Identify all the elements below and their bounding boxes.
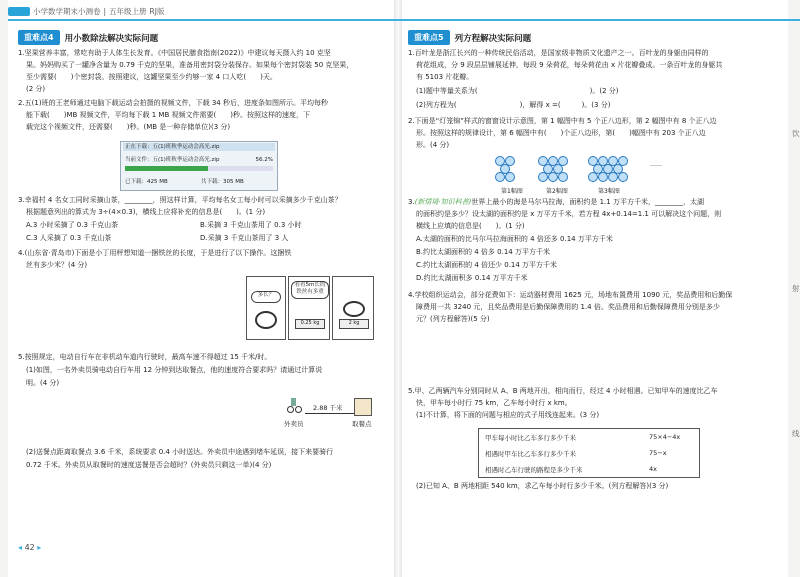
r-q1-line4: (1)题中等量关系为( )。(2 分): [416, 87, 619, 95]
comic-panel-3: [332, 276, 374, 340]
r-q2-line2: 形。按照这样的规律设计，第 6 幅图中有( )个正八边形，第( )幅图中有 203 个正八边: [416, 129, 706, 137]
download-percent: 56.2%: [255, 157, 273, 163]
expression-cell: 75−x: [649, 449, 667, 457]
q4-line1: 4.(山东省·青岛市)下面是小丁用秤想知道一捆铁丝的长度，于是进行了以下操作。这捆铁: [18, 249, 292, 257]
prev-arrow-icon: ◂: [18, 543, 23, 552]
grade-label: 五年级上册: [109, 7, 147, 16]
expression-cell: 75×4−4x: [649, 433, 681, 441]
rider-label: 外卖员: [284, 420, 304, 428]
r-q4-line3: 元？(列方程解答)(5 分): [416, 315, 490, 323]
q3-option-d: D.采摘 3 千克山茶用了 3 人: [200, 234, 289, 242]
q5-line2: (1)如图，一名外卖员骑电动自行车用 12 分钟到达取餐点，他的速度符合要求吗？请通过计算说: [26, 366, 323, 374]
margin-char-1: 饮: [792, 129, 800, 138]
comic-bubble-2: 看看5m长的铁丝有多重: [291, 281, 329, 299]
q1-line1: 1.坚果营养丰富，常吃有助于人体生长发育。《中国居民膳食指南(2022)》中建议每天摄入约 10 克坚: [18, 49, 331, 57]
r-q3-option-d: D.约比太湖面积多 0.14 万平方千米: [416, 274, 528, 282]
q5-line1: 5.按照规定，电动自行车在非机动车道内行驶时，最高车速不得超过 15 千米/时。: [18, 353, 272, 361]
wire-coil-icon: [343, 301, 365, 317]
downloaded-amount: 已下载：425 MB: [125, 179, 168, 185]
r-q5-line2: 快，甲车每小时行 75 km，乙车每小时行 x km。: [416, 399, 572, 407]
scooter-rider-icon: [285, 398, 301, 412]
comic-panel-1: [246, 276, 286, 340]
ellipsis: ……: [650, 161, 662, 168]
r-q4-line2: 障费用一共 3240 元，且奖品费用是后勤保障费用的 1.4 倍。奖品费用和后勤保障费用分别是多少: [416, 303, 720, 311]
series-title: 小学数学期末小测卷: [33, 7, 101, 16]
r-q3-line3: 横线上应填的信息是( )。(1 分): [416, 222, 525, 230]
r-q5-line4: (2)已知 A、B 两地相距 540 km，求乙车每小时行多少千米。(列方程解答)(3 分): [416, 482, 669, 490]
page-header: 小学数学期末小测卷 | 五年级上册 RJ版: [8, 6, 164, 17]
q3-option-a: A.3 小时采摘了 0.3 千克山茶: [26, 221, 119, 229]
r-q4-line1: 4.学校组织运动会，部分花费如下：运动器材费用 1625 元，场地布置费用 1090 元，奖品费用和后勤保: [408, 291, 733, 299]
r-q5-line1: 5.甲、乙两辆汽车分别同时从 A、B 两地开出，相向而行，经过 4 小时相遇。已知甲车的速度比乙车: [408, 387, 718, 395]
table-row: [479, 461, 699, 477]
distance-line: [305, 413, 359, 414]
section-tag: 重难点5: [408, 30, 450, 45]
section-heading-4: [18, 30, 158, 45]
q4-line2: 丝有多少米？(4 分): [26, 261, 88, 269]
fig1-caption: 第1幅图: [501, 188, 523, 195]
fig3-caption: 第3幅图: [598, 188, 620, 195]
scale-reading-2: 2 kg: [339, 319, 369, 329]
q5-line5: 0.72 千米。外卖员从取餐时的速度送餐是否会超时？(外卖员只剩这一单)(4 分): [26, 461, 272, 469]
r-q3-line1: 3.(新情境·知识科普)世界上最小的海是马尔马拉海，面积约是 1.1 万平方千米，________，太湖: [408, 198, 704, 206]
r-q2-line1: 2.下面是“灯笼锦”样式的窗窗设计示意图，第 1 幅图中有 5 个正八边形，第 2 幅图中有 8 个正八边: [408, 117, 717, 125]
q1-line2: 果。妈妈购买了一罐净含量为 0.79 千克的坚果，准备用密封袋分装保存。如果每个密封袋装 50 克坚果，: [26, 61, 354, 69]
brand-logo-icon: [8, 7, 30, 16]
r-q1-line5: (2)列方程为( )，解得 x =( )。(3 分): [416, 101, 611, 109]
download-title: 正在下载：五(1)班秋季运动会高光.zip: [123, 143, 275, 151]
r-q5-line3: (1)不计算，将下面的问题与相应的式子用线连起来。(3 分): [416, 411, 600, 419]
margin-char-2: 射: [792, 284, 800, 293]
download-progress-fill: [125, 166, 208, 171]
octagon-ring-icon: [553, 164, 563, 174]
q5-line3: 明。(4 分): [26, 379, 60, 387]
comic-bubble-1: 多长？: [251, 291, 281, 303]
question-cell: 甲车每小时比乙车多行多少千米: [485, 433, 576, 442]
q1-line3: 至少需要( )个密封袋。按照建议，这罐坚果至少约够一家 4 口人吃( )天。: [26, 73, 277, 81]
page-number: ◂ 42 ▸: [18, 543, 42, 552]
comic-panel-2: [288, 276, 330, 340]
fig2-caption: 第2幅图: [546, 188, 568, 195]
octagon-ring-icon: [603, 164, 613, 174]
table-row: [479, 429, 699, 445]
margin-char-3: 线: [792, 429, 800, 438]
octagon-ring-icon: [613, 164, 623, 174]
q2-line2: 能下载( )MB 视频文件，平均每下载 1 MB 视频文件需要( )秒。按照这样的速度，下: [26, 111, 310, 119]
next-arrow-icon: ▸: [37, 543, 42, 552]
wire-coil-icon: [255, 311, 277, 329]
question-cell: 相遇时甲车比乙车多行多少千米: [485, 449, 576, 458]
download-progress-bar: [125, 166, 273, 171]
new-context-tag: (新情境·知识科普): [414, 198, 472, 206]
question-cell: 相遇时乙车行驶的路程是多少千米: [485, 465, 583, 474]
book-gutter: [394, 0, 402, 577]
q3-option-b: B.采摘 3 千克山茶用了 0.3 小时: [200, 221, 302, 229]
download-dialog: [120, 141, 278, 191]
r-q3-option-b: B.约比太湖面积的 4 倍多 0.14 万平方千米: [416, 248, 550, 256]
octagon-ring-icon: [500, 164, 510, 174]
section-title: 用小数除法解决实际问题: [64, 33, 159, 44]
r-q1-line1: 1.百叶龙是浙江长兴的一种传统民俗活动，是国家级非物质文化遗产之一。百叶龙的身躯由同样的: [408, 49, 709, 57]
distance-label: 2.88 千米: [313, 404, 343, 412]
shop-label: 取餐点: [352, 420, 372, 428]
expression-cell: 4x: [649, 465, 657, 473]
q2-line3: 载完这个视频文件，还需要( )秒。(MB 是一种存储单位)(3 分): [26, 123, 231, 131]
edition-label: RJ版: [149, 7, 165, 16]
q3-line2: 根据题意列出的算式为 3÷(4×0.3)，横线上应将补充的信息是( )。(1 分): [26, 208, 266, 216]
octagon-ring-icon: [593, 164, 603, 174]
r-q3-option-a: A.太湖的面积的比马尔马拉海面积的 4 倍还多 0.14 万平方千米: [416, 235, 613, 243]
q2-line1: 2.五(1)班的王老师通过电脑下载运动会拍摄的视频文件，下载 34 秒后，进度条如图所示。平均每秒: [18, 99, 328, 107]
shop-icon: [354, 398, 372, 416]
r-q3-line2: 的面积约是多少？设太湖的面积约是 x 万平方千米，若方程 4x+0.14=1.1 可以解决这个问题，则: [416, 210, 722, 218]
table-row: [479, 445, 699, 461]
r-q3-option-c: C.约比太湖面积的 4 倍还少 0.14 万平方千米: [416, 261, 558, 269]
matching-table: [478, 428, 700, 478]
total-amount: 共下载：305 MB: [201, 179, 244, 185]
download-current-file: 当前文件：五(1)班秋季运动会高光.zip 56.2%: [125, 157, 273, 163]
q5-line4: (2)送餐点距离取餐点 3.6 千米，系统要求 0.4 小时送达。外卖员中途遇到堵车延误，接下来要骑行: [26, 448, 334, 456]
section-title: 列方程解决实际问题: [454, 33, 532, 44]
scale-reading-1: 0.25 kg: [295, 319, 325, 329]
q1-line4: (2 分): [26, 85, 46, 93]
r-q1-line2: 荷花组成，分 9 段层层铺展延伸，每段 9 朵荷花，每朵荷花由 x 片花瓣叠成。一条百叶龙的身躯共: [416, 61, 723, 69]
header-rule: [8, 19, 800, 21]
octagon-ring-icon: [543, 164, 553, 174]
r-q1-line3: 有 5103 片花瓣。: [416, 73, 474, 81]
q3-line1: 3.幸福村 4 名女工同时采摘山茶，________，照这样计算，平均每名女工每小时可以采摘多少千克山茶？: [18, 196, 342, 204]
q3-option-c: C.3 人采摘了 0.3 千克山茶: [26, 234, 112, 242]
section-tag: 重难点4: [18, 30, 60, 45]
section-heading-5: [408, 30, 531, 45]
r-q2-line3: 形。(4 分): [416, 141, 450, 149]
